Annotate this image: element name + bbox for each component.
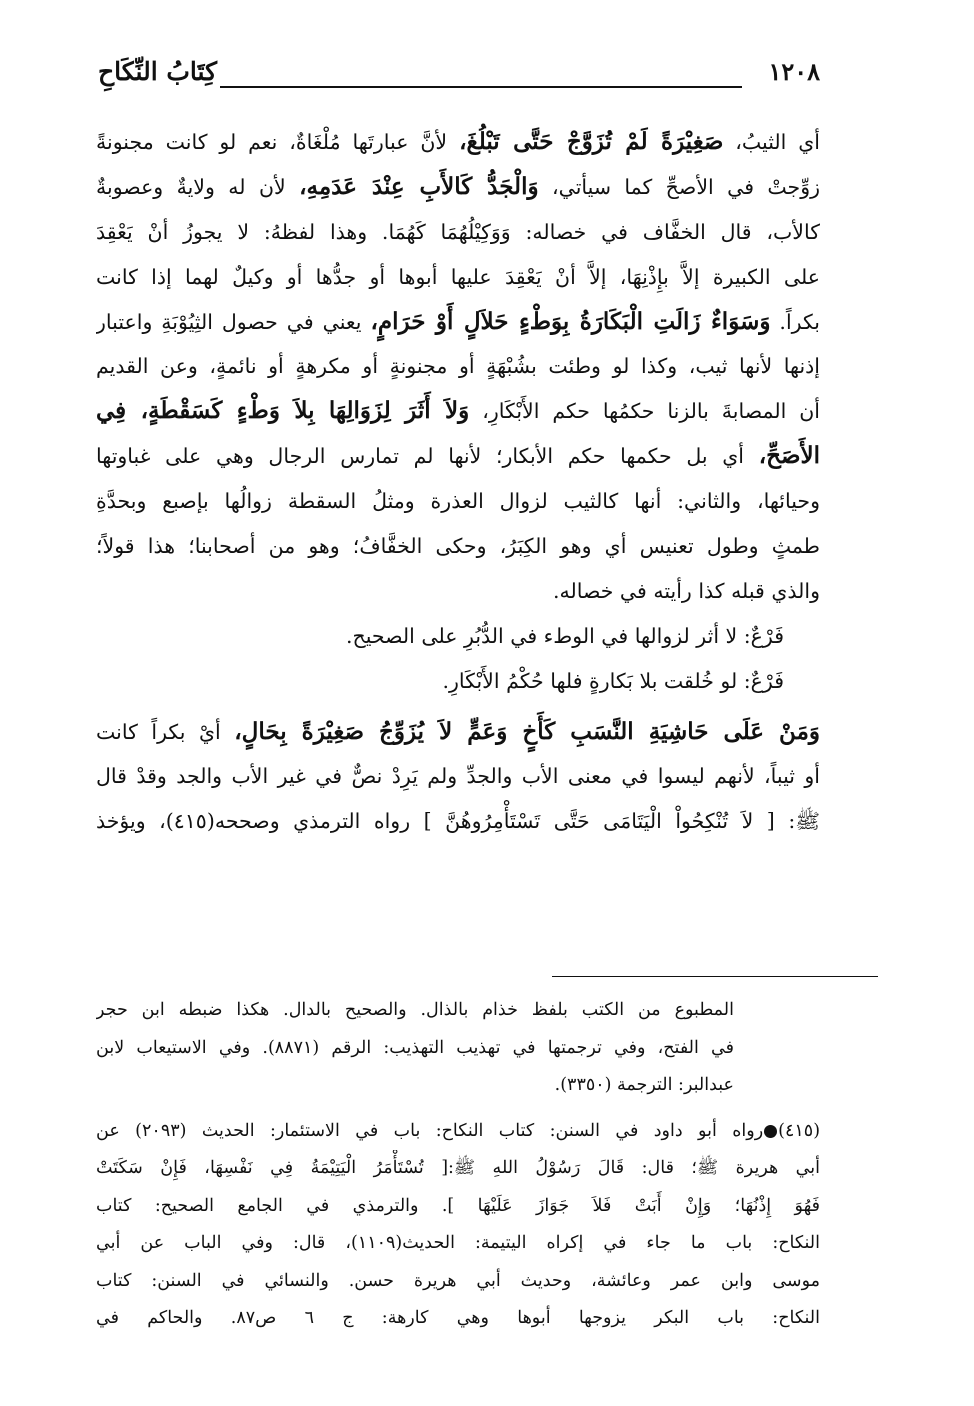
- commentary-text: كالأب، قال الخفَّاف في خصاله: وَوَكِيْلُهُمَا كَهُمَا. وهذا لفظهُ: لا يجوزُ أنْ يَعْقِدَ: [96, 219, 820, 244]
- text-line: [96, 799, 820, 844]
- footnote-line: موسى وابن عمر وعائشة، وحديث أبي هريرة حسن. والنسائي في السنن: كتاب: [96, 1270, 820, 1291]
- text-line: [96, 210, 820, 255]
- commentary-text: أو ثيباً، لأنهم ليسوا في معنى الأب والجدِّ ولم يَرِدْ نصٌّ في غير الأب والجد وقدْ قال: [96, 764, 820, 789]
- page-number: ١٢٠٨: [768, 57, 820, 86]
- text-line: [96, 389, 820, 434]
- commentary-text: على الكبيرة إلاَّ بإِذْنِهَا، إلاَّ أنْ يَعْقِدَ عليها أبوها أو جدُّها أو وكيلٌ لهما إذا كانت: [96, 264, 820, 289]
- commentary-text: فَرْعٌ: لا أثر لزوالها في الوطء في الدُّبُرِ على الصحيح.: [345, 623, 784, 648]
- text-line: [96, 569, 820, 614]
- footnote-415-first-line: [96, 1113, 820, 1151]
- footnote-continuation-line: عبدالبر: الترجمة (٣٣٥٠).: [554, 1075, 734, 1095]
- commentary-text: بكراً.: [770, 309, 820, 334]
- text-line: [96, 479, 820, 524]
- commentary-text: إذنها لأنها ثيب، وكذا لو وطئت بشُبْهَةٍ أو مجنونةٍ أو مكرهةٍ أو نائمةٍ، وعن القديم: [96, 354, 820, 379]
- matn-text: وَسَوَاءٌ زَالَتِ الْبَكَارَةُ بِوَطْءٍ حَلاَلٍ أَوْ حَرَامٍ،: [370, 307, 771, 335]
- commentary-text: وحيائها، والثاني: أنها كالثيب لزوال العذرة ومثلُ السقطة زوالُها بإصبع وبحدَّةِ: [96, 489, 820, 514]
- text-line: [96, 300, 820, 345]
- commentary-text: يعني في حصول الثِيُوْبَةِ واعتبار: [96, 309, 371, 334]
- text-line: [96, 434, 820, 479]
- commentary-text: أي بل حكمها حكم الأبكار؛ لأنها لم تمارس الرجال وهي على غباوتها: [96, 444, 759, 469]
- footnote-line: النكاح: باب البكر يزوجها أبوها وهي كارهة: ج ٦ ص٨٧. والحاكم في: [96, 1308, 820, 1328]
- footnotes: [96, 992, 820, 1338]
- body-text: [96, 120, 820, 844]
- commentary-text: أي الثيبُ،: [723, 130, 820, 154]
- branch-note-line: [96, 659, 820, 704]
- commentary-text: أيْ بكراً كانت: [96, 719, 235, 744]
- matn-text: وَمَنْ عَلَى حَاشِيَةِ النَّسَبِ كَأَخٍ وَعَمٍّ لاَ يُزَوِّجُ صَغِيْرَةً بِحَالٍ،: [234, 717, 820, 745]
- footnote-line: النكاح: باب ما جاء في إكراه اليتيمة: الحديث(١١٠٩)، قال: وفي الباب عن أبي: [96, 1233, 820, 1253]
- footnote-continuation-line: في الفتح، وفي ترجمتها في تهذيب التهذيب: الرقم (٨٨٧١). وفي الاستيعاب لابن: [96, 1037, 734, 1058]
- header-rule: [220, 86, 742, 88]
- footnote-line: فَهُوَ إِذْنُهَا؛ وَإِنْ أَبَتْ فَلاَ جَوَازَ عَلَيْهَا ]. والترمذي في الجامع الصحيح: كتاب: [96, 1195, 820, 1216]
- footnote-separator: [552, 976, 878, 977]
- footnote-number: (٤١٥): [778, 1120, 820, 1141]
- commentary-text: لأنَّ عبارتَها مُلْغَاةٌ، نعم لو كانت مجنونةً: [96, 130, 460, 154]
- matn-text: الأَصَحِّ،: [758, 442, 820, 470]
- commentary-text: أن المصابةَ بالزنا حكمُها حكم الأَبْكَارِ،: [469, 399, 820, 424]
- text-line: [96, 524, 820, 569]
- commentary-text: لأن له ولايةٌ وعصوبةٌ: [96, 174, 300, 199]
- branch-note-line: [96, 614, 820, 659]
- text-line: [96, 165, 820, 210]
- commentary-text: ﷺ: [ لاَ تُنْكِحُواْ الْيَتَامَى حَتَّى تَسْتَأْمِرُوهُنَّ ] رواه الترمذي وصححه(٤١٥)، ويؤخذ: [96, 809, 820, 834]
- commentary-text: زوِّجتْ في الأصحِّ كما سيأتي،: [538, 174, 820, 199]
- matn-text: وَلاَ أَثَرَ لِزَوَالِهَا بِلاَ وَطْءٍ كَسَقْطَةٍ، فِي: [96, 397, 470, 425]
- text-line: [96, 120, 820, 165]
- text-line: [96, 344, 820, 389]
- commentary-text: والذي قبله كذا رأيته في خصاله.: [552, 578, 820, 603]
- chapter-title: كِتَابُ النِّكَاحِ: [98, 57, 217, 86]
- commentary-text: طمثٍ وطول تعنيس أي وهو الكِبَرُ، وحكى الخفَّافُ؛ وهو من أصحابنا؛ هذا قولاً؛: [96, 534, 820, 559]
- page-header: [98, 56, 820, 96]
- filled-circle-icon: [764, 1125, 777, 1138]
- matn-text: وَالْجَدُّ كَالأَبِ عِنْدَ عَدَمِهِ،: [299, 172, 539, 200]
- footnote-continuation-line: المطبوع من الكتب بلفظ خذام بالذال. والصحيح بالدال. هكذا ضبطه ابن حجر: [96, 1000, 734, 1020]
- text-line: [96, 710, 820, 755]
- matn-text: صَغِيْرَةً لَمْ تُزَوَّجْ حَتَّى تَبْلُغَ،: [459, 128, 724, 155]
- text-line: [96, 255, 820, 300]
- footnote-line: أبي هريرة ﷺ؛ قال: قَالَ رَسُوْلُ اللهِ ﷺ:[ تُسْتَأْمَرُ الْيَتِيْمَةُ فِي نَفْسِهَا، فَإِنْ سَكَتَتْ: [96, 1158, 820, 1178]
- commentary-text: فَرْعٌ: لو خُلقت بلا بَكارةٍ فلها حُكْمُ الأَبْكَارِ.: [442, 668, 784, 693]
- footnote-first-line-text: رواه أبو داود في السنن: كتاب النكاح: باب في الاستئمار: الحديث (٢٠٩٣) عن: [96, 1120, 764, 1141]
- text-line: [96, 754, 820, 799]
